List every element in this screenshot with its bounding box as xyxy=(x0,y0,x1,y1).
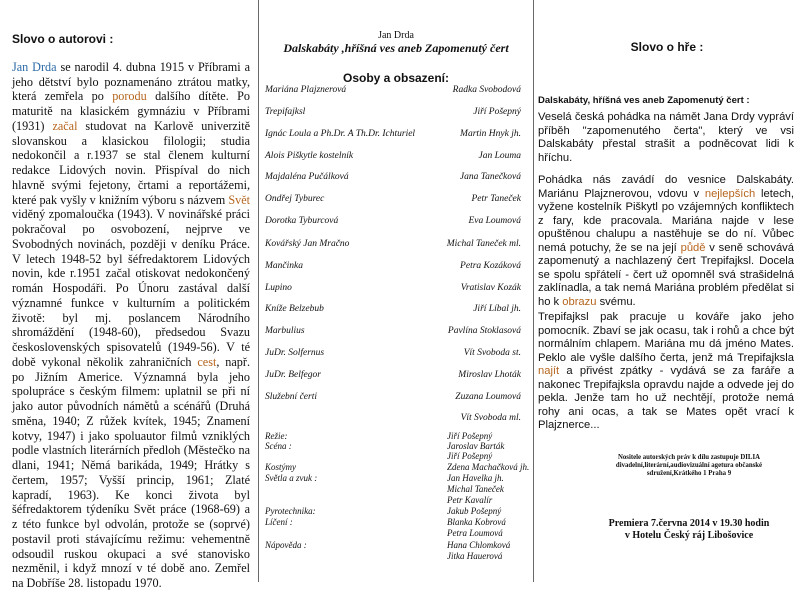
crew-role: Scéna : xyxy=(265,441,292,451)
cast-actor: Jiří Líbal jh. xyxy=(473,304,521,314)
crew-people: Petra Loumová xyxy=(447,528,503,538)
para2-text-a: Pohádka nás zavádí do vesnice Dalskabáty. Mariánu Plajznerovou, vdovu v xyxy=(538,174,794,200)
crew-people: Petr Kavalír xyxy=(447,495,493,505)
crew-role: Pyrotechnika: xyxy=(265,506,316,516)
crew-people: Jitka Hauerová xyxy=(447,551,503,561)
play-author: Jan Drda xyxy=(378,30,414,41)
crew-role: Kostýmy xyxy=(265,462,296,472)
crew-role: Světla a zvuk : xyxy=(265,473,318,483)
para3-text-a: Trepifajksl pak pracuje u kováře jako jeho pomocník. Zbaví se jak ocasu, tak i rohů a chce být normálním chlapem. Mariána mu dá jméno Mates. Peklo ale vyšle dalšího čerta, jenž má Trepifajksla xyxy=(538,311,794,364)
cast-actor: Vít Svoboda ml. xyxy=(460,413,521,423)
play-paragraph-3 xyxy=(538,311,794,433)
cast-actor: Jan Louma xyxy=(478,151,521,161)
crew-people: Jiří Pošepný xyxy=(447,431,493,441)
cast-actor: Zuzana Loumová xyxy=(455,392,521,402)
cast-actor: Jana Tanečková xyxy=(459,172,521,182)
play-subheading: Dalskabáty, hříšná ves aneb Zapomenutý čert : xyxy=(538,95,750,106)
crew-people: Jiří Pošepný xyxy=(447,451,493,461)
premiere-venue: v Hotelu Český ráj Libošovice xyxy=(624,530,754,541)
premiere-info xyxy=(574,518,804,542)
crew-people: Jan Havelka jh. xyxy=(447,473,504,483)
link-cest[interactable]: cest xyxy=(197,354,217,369)
link-pude[interactable]: půdě xyxy=(680,241,706,254)
cast-actor: Martin Hnyk jh. xyxy=(460,129,521,139)
cast-actor: Eva Loumová xyxy=(468,216,521,226)
cast-heading: Osoby a obsazení: xyxy=(342,71,450,85)
rights-note: Nositele autorských práv k dílu zastupuje DILIA divadelní,literární,audiovizuální agetura občanské sdružení,Krátkého 1 Praha 9 xyxy=(615,454,763,477)
cast-role: Služební čerti xyxy=(265,392,317,402)
play-title: Dalskabáty ,hříšná ves aneb Zapomenutý čert xyxy=(283,41,509,55)
crew-role: Nápověda : xyxy=(265,540,307,550)
cast-actor: Michal Taneček ml. xyxy=(446,239,521,249)
crew-people: Jaroslav Barták xyxy=(447,441,505,451)
cast-actor: Jiří Pošepný xyxy=(473,107,521,117)
cast-actor: Vratislav Kozák xyxy=(460,283,521,293)
cast-role: Ignác Loula a Ph.Dr. A Th.Dr. Ichturiel xyxy=(265,129,416,139)
bio-text-4: viděný zpomaloučka (1943). V novinářské práci pokračoval po osvobození, nejprve ve Svobodných novinách, později v deníku Práce. V letech 1948-52 byl šéfredaktorem Lidových novin, kde r.1951 začal otiskovat nedokončený román Hospodáři. Po Únoru zastával další významné funkce v kulturním a politickém životě: byl mj. poslancem Národního shromáždění (1948-60), předsedou Svazu československých spisovatelů (1949-56). V té době vykonal několik zahraničních xyxy=(12,207,250,369)
cast-role: Kníže Belzebub xyxy=(265,304,324,314)
cast-actor: Petr Taneček xyxy=(471,194,521,204)
link-zacal[interactable]: začal xyxy=(52,118,78,133)
cast-role: JuDr. Solfernus xyxy=(265,348,325,358)
bio-text-1: se narodil 4. dubna 1915 v Příbrami a jeho dětství bylo poznamenáno ztrátou matky, která zemřela po xyxy=(12,59,250,104)
cast-role: Kovářský Jan Mračno xyxy=(265,239,350,249)
crew-people: Hana Chlomková xyxy=(447,540,511,550)
cast-actor: Petra Kozáková xyxy=(460,261,521,271)
cast-role: Ondřej Tyburec xyxy=(265,194,325,204)
bio-text-3: studovat na Karlově univerzitě slovanskou a klasickou filologii; studia nedokončil a r.1937 se stal členem kulturní redakce Lidových novin. Přispíval do nich hlavně svými fejetony, črtami a reportážemi, které pak vyšly v knižním výboru s názvem xyxy=(12,118,250,207)
crew-people: Jakub Pošepný xyxy=(447,506,502,516)
cast-actor: Vít Svoboda st. xyxy=(463,348,521,358)
cast-column xyxy=(259,0,533,582)
cast-role: Lupino xyxy=(265,283,292,293)
author-bio xyxy=(12,60,250,591)
link-obrazu[interactable]: obrazu xyxy=(562,295,597,308)
cast-role: Trepifajksl xyxy=(265,107,306,117)
para2-text-e: v seně schovává zapomenutý a nachlazený čert Trepifajksl. Docela se spolu spřátelí - čert už opomněl svá strašidelná zaklínadla, a tak nemá Mariána problém předělat si ho k xyxy=(538,241,794,308)
crew-people: Zdena Machačková jh. xyxy=(447,462,530,472)
crew-role: Líčení : xyxy=(265,517,293,527)
play-description xyxy=(538,111,794,442)
cast-role: Dorotka Tyburcová xyxy=(265,216,339,226)
cast-actor: Pavlína Stoklasová xyxy=(447,326,521,336)
play-paragraph-1: Veselá česká pohádka na námět Jana Drdy vypráví příběh "zapomenutého čerta", který ve vsi Dalskabáty přestal strašit a podněcovat lidi k hříchu. xyxy=(538,111,794,164)
bio-text-2: dalšího dítěte. Po maturitě na klasickém gymnáziu v Příbrami (1931) xyxy=(12,89,250,133)
author-column xyxy=(0,0,258,590)
cast-role: Mariána Plajznerová xyxy=(265,85,347,95)
para2-text-c: letech, vyžene kostelník Piškytl po vzájemných konfliktech z fary, kde pracovala. Mariána najde v lese opuštěnou chalupu a nastěhuje se do ní. Vůbec nemá potuchy, že se na její xyxy=(538,187,794,254)
cast-role: Marbulius xyxy=(265,326,305,336)
bio-text-5: , např. po Jižním Americe. Významná byla jeho spolupráce s českým filmem: uplatnil se při ní jako autor původních námětů a scénářů (Druhá směna, 1940; Z růžek kvítek, 1945; Znamení kotvy, 1947) i jako spoluautor filmů vzniklých podle vlastních literárních předloh (Městečko na dlani, 1941; Němá barikáda, 1949; Hrátky s čertem, 1957; Vyšší princip, 1961; Zlaté kapradí, 1963). Ke konci života byl šéfredaktorem týdeníku Svět práce (1968-69) a z této funkce byl odvolán, protože se (soprvé) postavil proti stávajícímu režimu: vehementně odsoudil ruskou okupaci a své stanovisko nezměnil, i když mnozí v té době ano. Zemřel na Dobříše 28. listopadu 1970. xyxy=(12,354,250,590)
para2-text-g: svému. xyxy=(596,295,636,308)
link-porodu[interactable]: porodu xyxy=(112,89,147,104)
crew-people: Michal Taneček xyxy=(447,484,504,494)
play-heading: Slovo o hře : xyxy=(630,40,704,54)
cast-role: Alois Piškytle kostelník xyxy=(265,151,354,161)
link-nejlepsich[interactable]: nejlepších xyxy=(704,187,756,200)
crew-people: Blanka Kobrová xyxy=(447,517,506,527)
cast-role: Majdaléna Pučálková xyxy=(265,172,349,182)
author-heading: Slovo o autorovi : xyxy=(12,32,114,46)
play-column xyxy=(534,0,800,582)
link-svet[interactable]: Svět xyxy=(228,192,250,207)
cast-role: JuDr. Belfegor xyxy=(265,370,321,380)
play-paragraph-2 xyxy=(538,174,794,309)
premiere-date: Premiera 7.června 2014 v 19.30 hodin xyxy=(608,518,770,529)
author-name-link[interactable]: Jan Drda xyxy=(12,59,57,74)
cast-actor: Radka Svobodová xyxy=(452,85,521,95)
link-najit[interactable]: najít xyxy=(538,365,560,377)
cast-role: Mančinka xyxy=(265,261,303,271)
crew-role: Režie: xyxy=(265,431,288,441)
cast-actor: Miroslav Lhoták xyxy=(458,370,521,380)
para3-text-c: a přivést zpátky - vydává se za faráře a nakonec Trepifajksla opravdu najde a odvede jej do pekla. Jenže tam ho už nechtějí, protože nemá rohy ani ocas, a tak se Mates opět vrací k Plajznerce... xyxy=(538,365,794,431)
